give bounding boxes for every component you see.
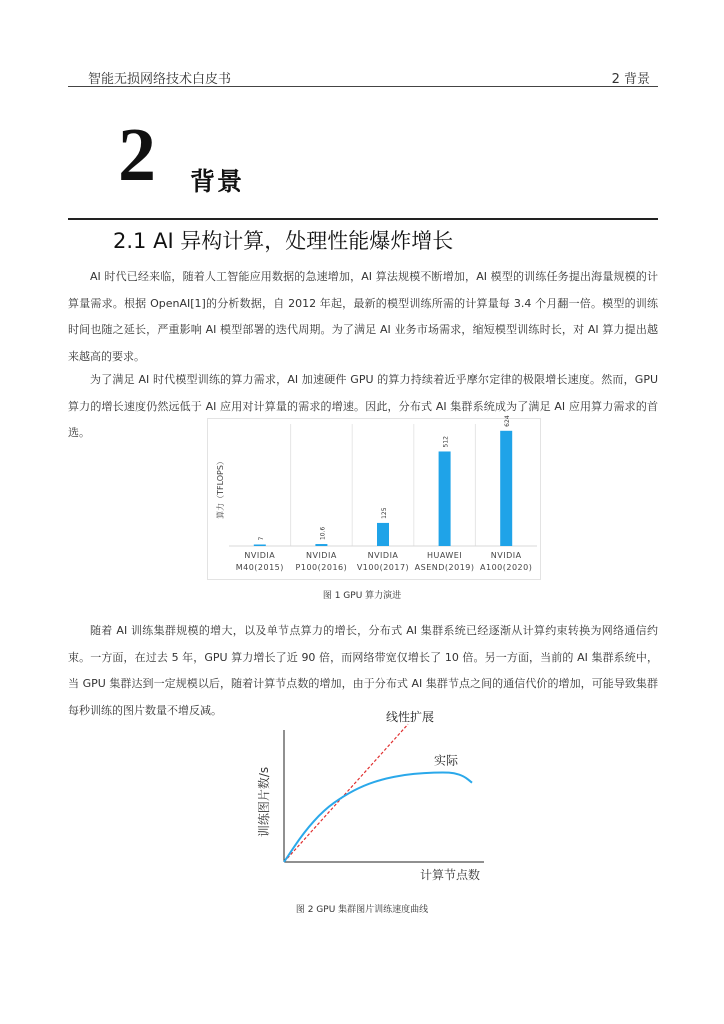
bar-3 xyxy=(439,451,451,546)
gpu-compute-bar-chart xyxy=(207,415,541,580)
chart-y-axis-label: 算力（TFLOPS） xyxy=(216,457,225,519)
section-rule xyxy=(68,218,658,220)
category-label-4-1: A100(2020) xyxy=(480,563,533,572)
header-section-label: 2 背景 xyxy=(611,72,650,87)
series-label-actual: 实际 xyxy=(433,753,459,768)
bar-value-label-1: 10.6 xyxy=(319,526,327,541)
category-label-3-0: HUAWEI xyxy=(426,551,463,560)
category-label-0-0: NVIDIA xyxy=(244,551,276,560)
bar-1 xyxy=(315,544,327,546)
series-line-0 xyxy=(284,724,408,862)
category-label-2-1: V100(2017) xyxy=(356,563,410,572)
section-title: 2.1 AI 异构计算，处理性能爆炸增长 xyxy=(113,229,454,253)
series-line-1 xyxy=(284,772,472,862)
bar-value-label-2: 125 xyxy=(381,507,388,519)
figure-2-caption: 图 2 GPU 集群图片训练速度曲线 xyxy=(295,905,429,915)
series-label-linear: 线性扩展 xyxy=(385,710,435,725)
header-rule xyxy=(68,86,658,87)
paragraph-1: AI 时代已经来临，随着人工智能应用数据的急速增加，AI 算法规模不断增加，AI 模型的训练任务提出海量规模的计算量需求。根据 OpenAI[1]的分析数据，自 2012 年起，最新的模型训练所需的计算量每 3.4 个月翻一倍。模型的训练时间也随之延长，严重影响 AI 模型部署的迭代周期。为了满足 AI 业务市场需求，缩短模型训练时长，对 AI 算力提出越来越高的要求。 xyxy=(68,270,658,363)
header-document-title: 智能无损网络技术白皮书 xyxy=(88,72,232,87)
category-label-0-1: M40(2015) xyxy=(235,563,284,572)
bar-0 xyxy=(254,545,266,547)
figure-1-caption: 图 1 GPU 算力演进 xyxy=(322,591,402,601)
category-label-1-0: NVIDIA xyxy=(305,551,337,560)
bar-value-label-4: 624 xyxy=(504,415,512,427)
bar-value-label-3: 512 xyxy=(442,436,450,448)
chart2-x-axis-label: 计算节点数 xyxy=(419,868,481,882)
bar-value-label-0: 7 xyxy=(257,536,265,541)
paragraph-2: 为了满足 AI 时代模型训练的算力需求，AI 加速硬件 GPU 的算力持续着近乎摩尔定律的极限增长速度。然而，GPU 算力的增长速度仍然远低于 AI 应用对计算量的需求的增速。因此，分布式 AI 集群系统成为了满足 AI 应用算力需求的首选。 xyxy=(68,373,658,439)
chapter-number: 2 xyxy=(118,113,156,197)
category-label-4-0: NVIDIA xyxy=(490,551,522,560)
bar-4 xyxy=(500,431,512,546)
bar-2 xyxy=(377,523,389,546)
category-label-3-1: ASEND(2019) xyxy=(414,563,475,572)
cluster-training-speed-chart xyxy=(252,710,492,890)
category-label-1-1: P100(2016) xyxy=(295,563,348,572)
chart2-y-axis-label: 训练图片数/s xyxy=(257,766,271,838)
category-label-2-0: NVIDIA xyxy=(367,551,399,560)
paragraph-3: 随着 AI 训练集群规模的增大，以及单节点算力的增长，分布式 AI 集群系统已经逐渐从计算约束转换为网络通信约束。一方面，在过去 5 年，GPU 算力增长了近 90 倍，而网络带宽仅增长了 10 倍。另一方面，当前的 AI 集群系统中，当 GPU 集群达到一定规模以后，随着计算节点数的增加，由于分布式 AI 集群节点之间的通信代价的增加，可能导致集群每秒训练的图片数量不增反减。 xyxy=(68,624,658,717)
chapter-title: 背景 xyxy=(190,167,245,196)
